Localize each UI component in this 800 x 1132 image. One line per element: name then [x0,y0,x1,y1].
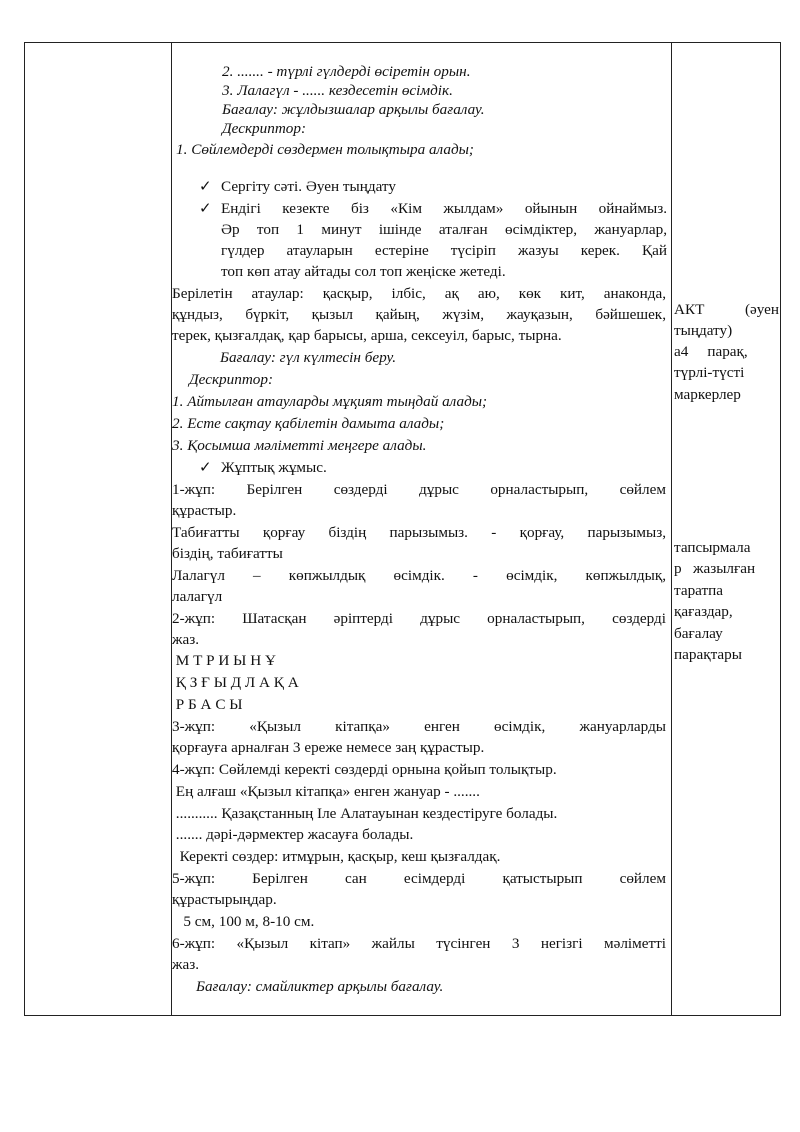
names-line: Берілетін атаулар: қасқыр, ілбіс, ақ аю, көк кит, анаконда, [172,285,666,302]
resource-line: тыңдату) [674,322,733,339]
game-line: гүлдер атауларын естеріне түсіріп жазуы керек. Қай [221,242,667,259]
pair1-line: құрастыр. [172,502,237,519]
resource-line: қағаздар, [674,603,733,620]
names-line: терек, қызғалдақ, қар барысы, арша, сексеуіл, барыс, тырна. [172,327,562,344]
resource-line: тапсырмала [674,539,751,556]
resource-line: АКТ (әуен [674,301,779,318]
table-divider-2 [671,43,672,1015]
pair1-example-line: Табиғатты қорғау біздің парызымыз. - қорғау, парызымыз, [172,524,666,541]
pair1-example-line: Лалагүл – көпжылдық өсімдік. - өсімдік, көпжылдық, [172,567,666,584]
descriptor-2-item: 2. Есте сақтау қабілетін дамыта алады; [172,415,445,432]
descriptor-1-item: 1. Сөйлемдерді сөздермен толықтыра алады; [176,141,474,158]
pair2-line: 2-жұп: Шатасқан әріптерді дұрыс орналастырып, сөздерді [172,610,666,627]
descriptor-heading-1: Дескриптор: [222,120,307,137]
resource-line: бағалау [674,625,723,642]
resource-line: таратпа [674,582,724,599]
question-3: 3. Лалагүл - ...... кездесетін өсімдік. [222,82,453,99]
game-line: Әр топ 1 минут ішінде аталған өсімдіктер, жануарлар, [221,221,667,238]
pair5-line: құрастырыңдар. [172,891,277,908]
names-line: құндыз, бүркіт, қызыл қайың, жүзім, жауқазын, бәйшешек, [172,306,666,323]
pair1-line: 1-жұп: Берілген сөздерді дұрыс орналастырып, сөйлем [172,481,666,498]
descriptor-heading-2: Дескриптор: [189,371,274,388]
question-2: 2. ....... - түрлі гүлдерді өсіретін орын. [222,63,471,80]
pair4-item: ........... Қазақстанның Іле Алатауынан кездестіруге болады. [172,805,558,822]
resource-line: маркерлер [674,386,741,403]
scrambled-word: Р Б А С Ы [172,696,243,713]
evaluation-stars: Бағалау: жұлдызшалар арқылы бағалау. [222,101,485,118]
pair4-line: 4-жұп: Сөйлемді керекті сөздерді орнына қойып толықтыр. [172,761,557,778]
descriptor-2-item: 3. Қосымша мәліметті меңгере алады. [172,437,427,454]
game-line: ✓ Ендігі кезекте біз «Кім жылдам» ойынын ойнаймыз. [221,200,667,218]
resource-line: парақтары [674,646,742,663]
pair5-values: 5 см, 100 м, 8-10 см. [172,913,315,930]
game-line: топ көп атау айтады сол топ жеңіске жетеді. [221,263,506,280]
table-border-left [24,43,25,1015]
bullet-relax-moment: ✓ Сергіту сәті. Әуен тыңдату [221,178,396,196]
pair6-line: 6-жұп: «Қызыл кітап» жайлы түсінген 3 негізгі мәліметті [172,935,666,952]
evaluation-smileys: Бағалау: смайликтер арқылы бағалау. [196,978,444,995]
pair3-line: қорғауға арналған 3 ереже немесе заң құрастыр. [172,739,485,756]
resource-line: р жазылған [674,560,756,577]
pair6-line: жаз. [172,956,200,973]
pair1-example-line: лалагүл [172,588,223,605]
pair3-line: 3-жұп: «Қызыл кітапқа» енген өсімдік, жануарларды [172,718,666,735]
pair5-line: 5-жұп: Берілген сан есімдерді қатыстырып сөйлем [172,870,666,887]
pair4-item: ....... дәрі-дәрмектер жасауға болады. [172,826,414,843]
pair4-item: Керекті сөздер: итмұрын, қасқыр, кеш қызғалдақ. [172,848,501,865]
scrambled-word: Қ З Ғ Ы Д Л А Қ А [172,674,299,691]
scrambled-word: М Т Р И Ы Н Ұ [172,652,276,669]
evaluation-petal: Бағалау: гүл күлтесін беру. [220,349,397,366]
lesson-table [24,42,781,1016]
pair4-item: Ең алғаш «Қызыл кітапқа» енген жануар - ....... [172,783,480,800]
pair1-example-line: біздің, табиғатты [172,545,283,562]
resource-line: а4 парақ, [674,343,748,360]
resource-line: түрлі-түсті [674,364,745,381]
bullet-pair-work: ✓ Жұптық жұмыс. [221,459,327,477]
table-border-right [780,43,781,1015]
pair2-line: жаз. [172,631,200,648]
descriptor-2-item: 1. Айтылған атауларды мұқият тыңдай алады; [172,393,488,410]
